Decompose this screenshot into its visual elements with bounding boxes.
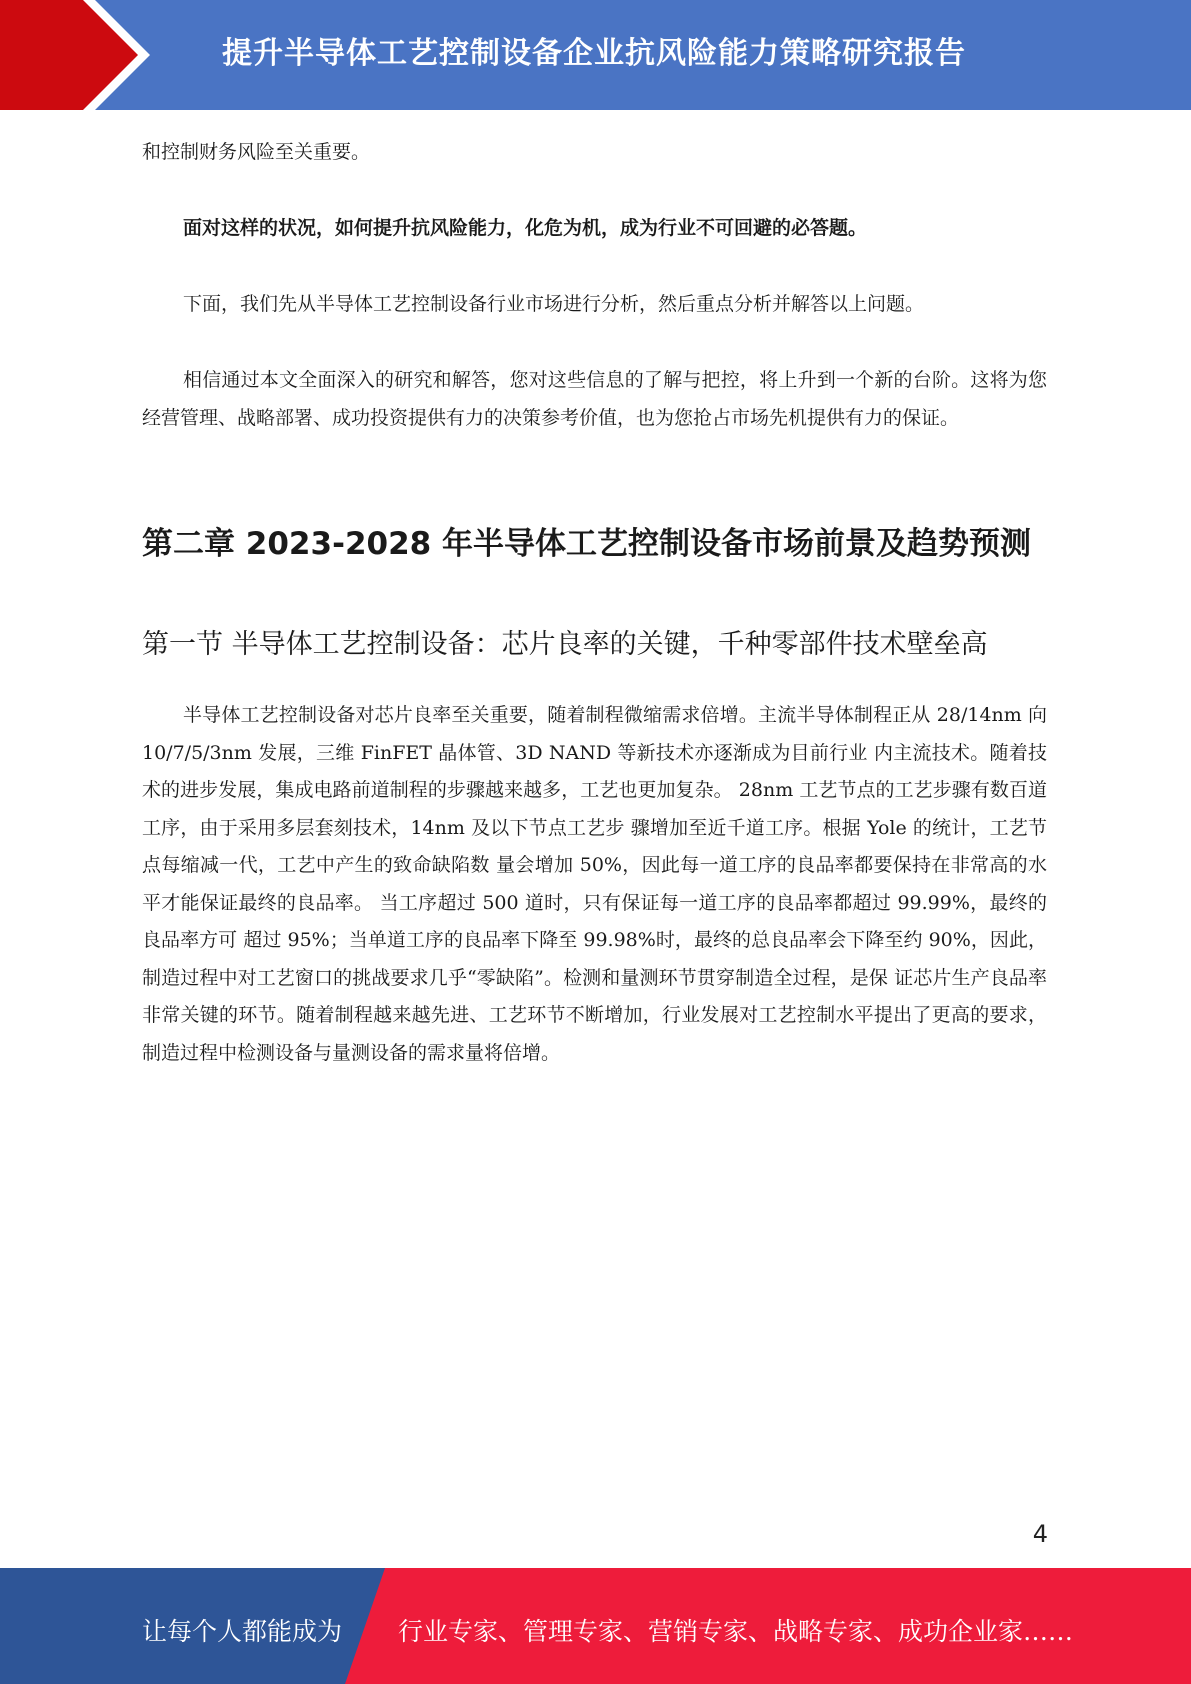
page-footer	[0, 1568, 1191, 1684]
paragraph-value: 相信通过本文全面深入的研究和解答，您对这些信息的了解与把控，将上升到一个新的台阶。这将为您经营管理、战略部署、成功投资提供有力的决策参考价值，也为您抢占市场先机提供有力的保证。	[142, 369, 1047, 429]
header-arrow-decoration	[0, 0, 160, 110]
paragraph-outline: 下面，我们先从半导体工艺控制设备行业市场进行分析，然后重点分析并解答以上问题。	[183, 293, 925, 315]
paragraph-main: 半导体工艺控制设备对芯片良率至关重要，随着制程微缩需求倍增。主流半导体制程正从 28/14nm 向 10/7/5/3nm 发展，三维 FinFET 晶体管、3D NAND 等新技术亦逐渐成为目前行业 内主流技术。随着技术的进步发展，集成电路前道制程的步骤越来越多，工艺也更加复杂。 28nm 工艺节点的工艺步骤有数百道工序，由于采用多层套刻技术，14nm 及以下节点工艺步 骤增加至近千道工序。根据 Yole 的统计，工艺节点每缩减一代，工艺中产生的致命缺陷数 量会增加 50%，因此每一道工序的良品率都要保持在非常高的水平才能保证最终的良品率。 当工序超过 500 道时，只有保证每一道工序的良品率都超过 99.99%，最终的良品率方可 超过 95%；当单道工序的良品率下降至 99.98%时，最终的总良品率会下降至约 90%，因此， 制造过程中对工艺窗口的挑战要求几乎“零缺陷”。检测和量测环节贯穿制造全过程，是保 证芯片生产良品率非常关键的环节。随着制程越来越先进、工艺环节不断增加，行业发展对工艺控制水平提出了更高的要求，制造过程中检测设备与量测设备的需求量将倍增。	[142, 704, 1047, 1064]
section-heading-block	[142, 622, 1047, 661]
chapter-heading-block	[142, 518, 1047, 563]
chapter-title: 第二章 2023-2028 年半导体工艺控制设备市场前景及趋势预测	[142, 526, 1032, 562]
page-header	[0, 0, 1191, 110]
paragraph-1: 和控制财务风险至关重要。	[142, 141, 371, 163]
footer-slogan-right: 行业专家、管理专家、营销专家、战略专家、成功企业家……	[398, 1617, 1074, 1646]
paragraph-main-block	[142, 697, 1047, 1072]
page-number: 4	[1032, 1520, 1048, 1548]
paragraph-value-block	[142, 362, 1047, 437]
paragraph-key-question: 面对这样的状况，如何提升抗风险能力，化危为机，成为行业不可回避的必答题。	[183, 217, 868, 239]
paragraph-key-question-block	[142, 210, 1047, 248]
section-title: 第一节 半导体工艺控制设备：芯片良率的关键，千种零部件技术壁垒高	[142, 629, 988, 660]
paragraph-intro-end	[142, 134, 1047, 172]
paragraph-outline-block	[142, 286, 1047, 324]
footer-slogan-left: 让每个人都能成为	[142, 1617, 343, 1646]
report-title: 提升半导体工艺控制设备企业抗风险能力策略研究报告	[222, 36, 966, 71]
